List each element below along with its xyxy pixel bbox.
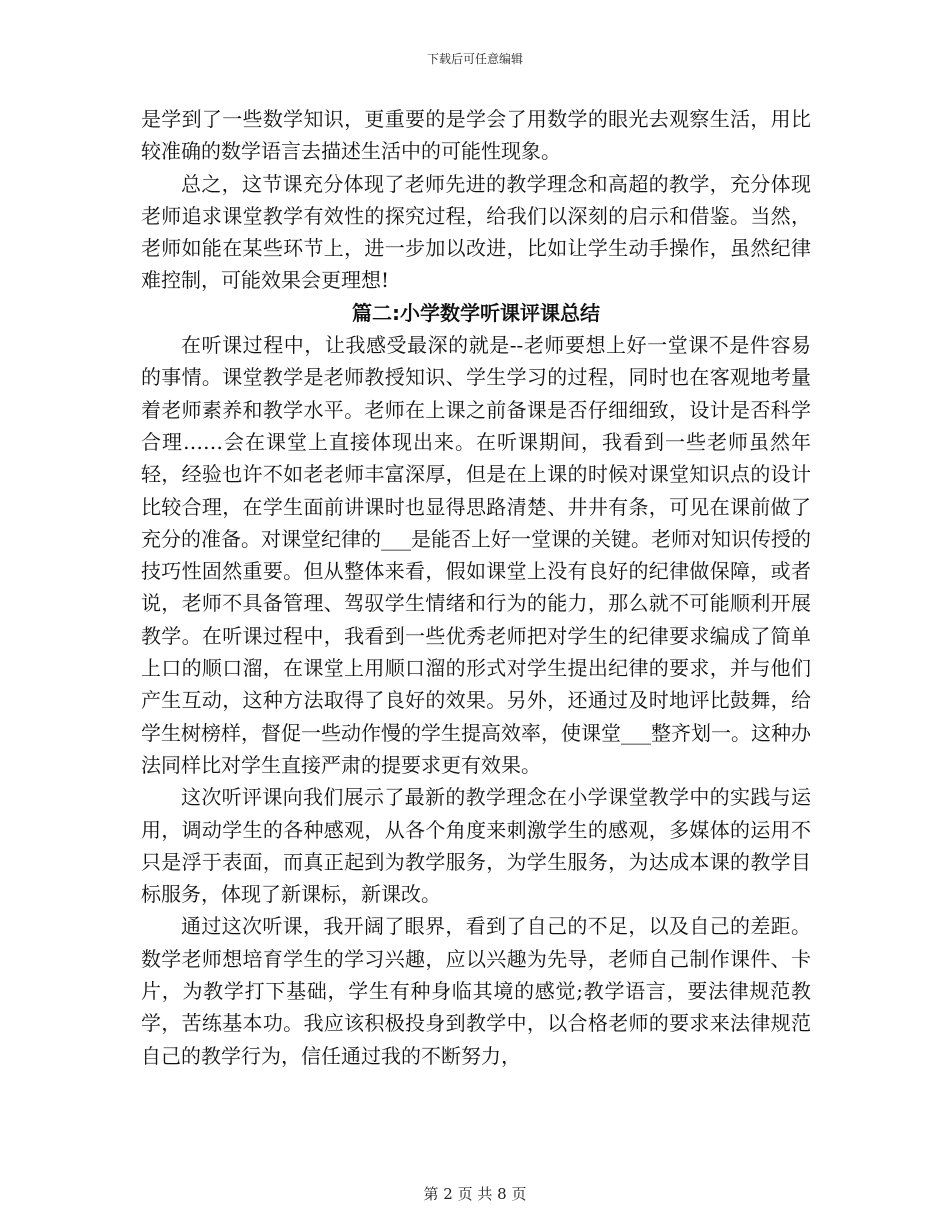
paragraph-4: 这次听评课向我们展示了最新的教学理念在小学课堂教学中的实践与运用，调动学生的各种感观，从各个角度来刺激学生的感观，多媒体的运用不只是浮于表面，而真正起到为教学服务，为学生服务，为达成本课的教学目标服务，体现了新课标，新课改。 — [141, 785, 811, 907]
page-footer: 第 2 页 共 8 页 — [423, 1185, 527, 1203]
document-body — [141, 103, 811, 1072]
paragraph-1: 是学到了一些数学知识，更重要的是学会了用数学的眼光去观察生活，用比较准确的数学语言去描述生活中的可能性现象。 — [141, 107, 811, 164]
paragraph-2: 总之，这节课充分体现了老师先进的教学理念和高超的教学，充分体现老师追求课堂教学有效性的探究过程，给我们以深刻的启示和借鉴。当然，老师如能在某些环节上，进一步加以改进，比如让学生动手操作，虽然纪律难控制，可能效果会更理想! — [141, 171, 811, 293]
paragraph-5: 通过这次听课，我开阔了眼界，看到了自己的不足，以及自己的差距。数学老师想培育学生的学习兴趣，应以兴趣为先导，老师自己制作课件、卡片，为教学打下基础，学生有种身临其境的感觉;教学语言，要法律规范教学，苦练基本功。我应该积极投身到教学中，以合格老师的要求来法律规范自己的教学行为，信任通过我的不断努力， — [141, 914, 811, 1068]
paragraph-3: 在听课过程中，让我感受最深的就是--老师要想上好一堂课不是件容易的事情。课堂教学是老师教授知识、学生学习的过程，同时也在客观地考量着老师素养和教学水平。老师在上课之前备课是否仔细细致，设计是否科学合理……会在课堂上直接体现出来。在听课期间，我看到一些老师虽然年轻，经验也许不如老老师丰富深厚，但是在上课的时候对课堂知识点的设计比较合理，在学生面前讲课时也显得思路清楚、井井有条，可见在课前做了充分的准备。对课堂纪律的___是能否上好一堂课的关键。老师对知识传授的技巧性固然重要。但从整体来看，假如课堂上没有良好的纪律做保障，或者说，老师不具备管理、驾驭学生情绪和行为的能力，那么就不可能顺利开展教学。在听课过程中，我看到一些优秀老师把对学生的纪律要求编成了简单上口的顺口溜，在课堂上用顺口溜的形式对学生提出纪律的要求，并与他们产生互动，这种方法取得了良好的效果。另外，还通过及时地评比鼓舞，给学生树榜样，督促一些动作慢的学生提高效率，使课堂___整齐划一。这种办法同样比对学生直接严肃的提要求更有效果。 — [141, 333, 811, 777]
section-title: 篇二:小学数学听课评课总结 — [352, 300, 600, 325]
page-header: 下载后可任意编辑 — [426, 52, 523, 66]
